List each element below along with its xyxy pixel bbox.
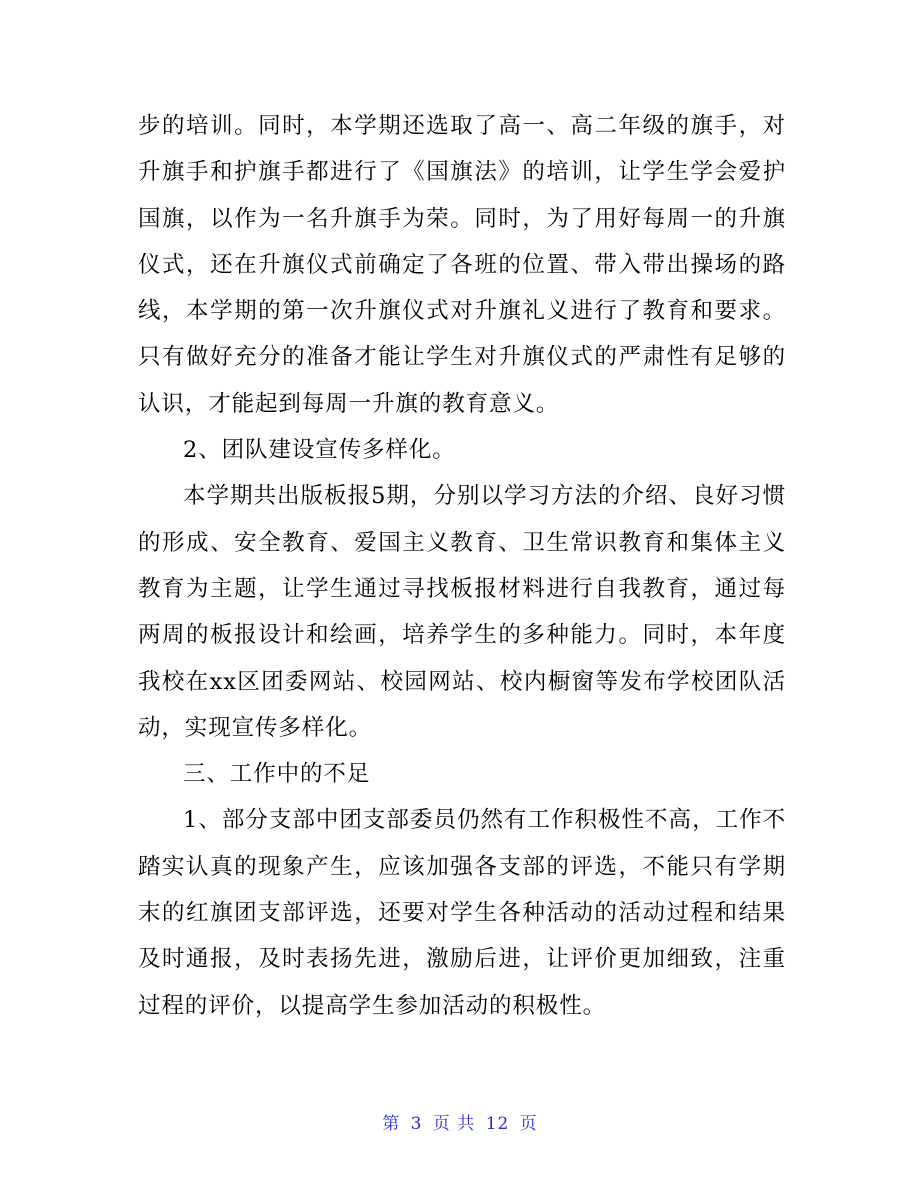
heading-shortcomings: 三、工作中的不足 (183, 761, 371, 788)
footer-middle: 页 共 (432, 1114, 476, 1134)
footer-suffix: 页 (519, 1114, 538, 1134)
current-page-number: 3 (410, 1114, 423, 1134)
paragraph-blackboard-newspaper: 本学期共出版板报5期，分别以学习方法的介绍、良好习惯的形成、安全教育、爱国主义教育、卫生常识教育和集体主义教育为主题，让学生通过寻找板报材料进行自我教育，通过每两周的板报设计和绘画，培养学生的多种能力。同时，本年度我校在xx区团委网站、校园网站、校内橱窗等发布学校团队活动，实现宣传多样化。 (138, 483, 786, 741)
paragraph-flag-raising-training: 步的培训。同时，本学期还选取了高一、高二年级的旗手，对升旗手和护旗手都进行了《国旗法》的培训，让学生学会爱护国旗，以作为一名升旗手为荣。同时，为了用好每周一的升旗仪式，还在升旗仪式前确定了各班的位置、带入带出操场的路线，本学期的第一次升旗仪式对升旗礼义进行了教育和要求。只有做好充分的准备才能让学生对升旗仪式的严肃性有足够的认识，才能起到每周一升旗的教育意义。 (138, 113, 786, 417)
total-pages-number: 12 (485, 1114, 510, 1134)
heading-publicity-diversification: 2、团队建设宣传多样化。 (183, 437, 456, 464)
page-number-footer (0, 1112, 920, 1136)
document-body (138, 103, 786, 1029)
footer-prefix: 第 (382, 1114, 401, 1134)
paragraph-branch-committee: 1、部分支部中团支部委员仍然有工作积极性不高，工作不踏实认真的现象产生，应该加强各支部的评选，不能只有学期末的红旗团支部评选，还要对学生各种活动的活动过程和结果及时通报，及时表扬先进，激励后进，让评价更加细致，注重过程的评价，以提高学生参加活动的积极性。 (138, 807, 786, 1019)
